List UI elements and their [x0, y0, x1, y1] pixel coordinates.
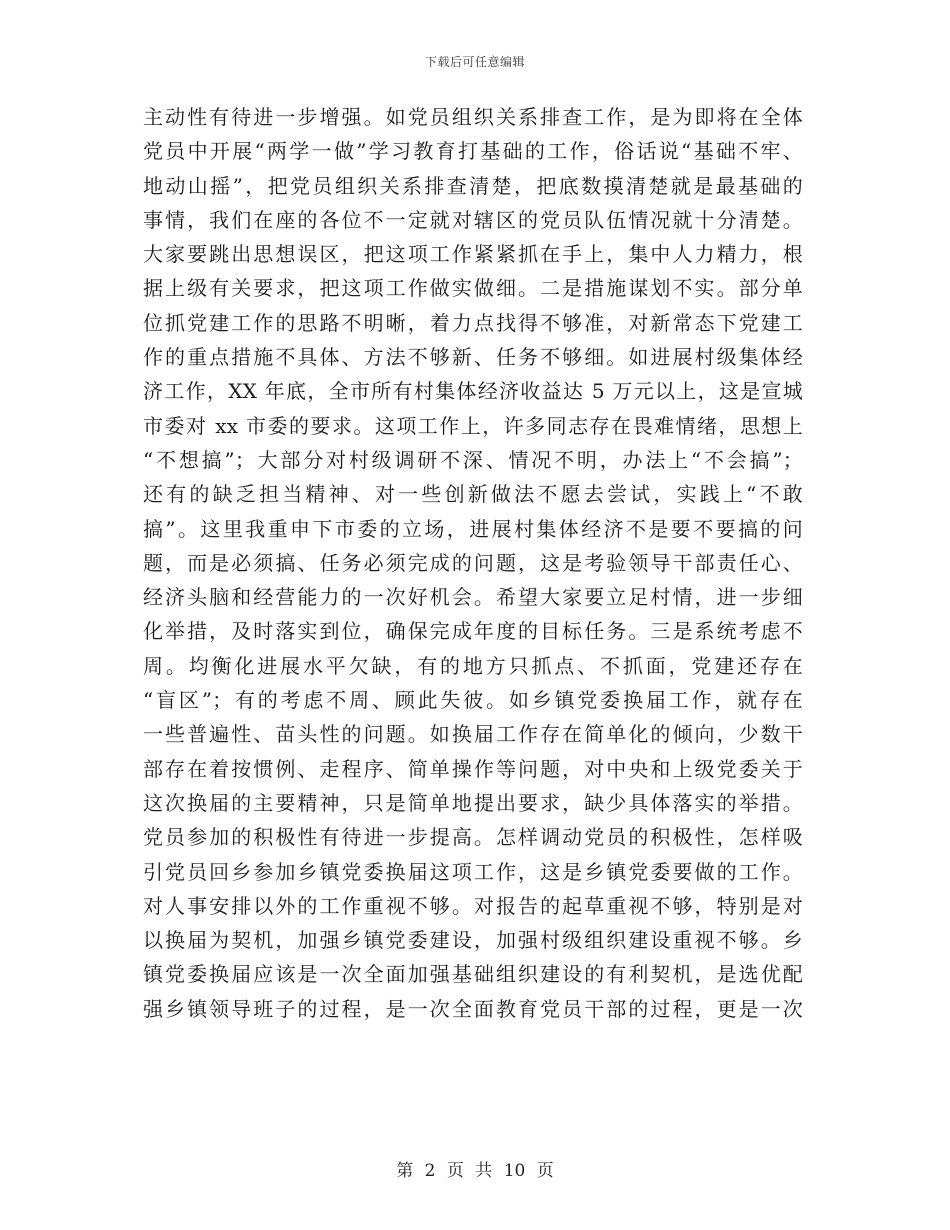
- text-line: 党员参加的积极性有待进一步提高。怎样调动党员的积极性，怎样吸: [143, 825, 803, 850]
- text-line: 市委对 xx 市委的要求。这项工作上，许多同志存在畏难情绪，思想上: [143, 413, 803, 438]
- text-line: 位抓党建工作的思路不明晰，着力点找得不够准，对新常态下党建工: [143, 310, 803, 335]
- text-line: 引党员回乡参加乡镇党委换届这项工作，这是乡镇党委要做的工作。: [143, 859, 803, 884]
- text-line: “盲区”；有的考虑不周、顾此失彼。如乡镇党委换届工作，就存在: [143, 688, 803, 713]
- text-line: 部存在着按惯例、走程序、简单操作等问题，对中央和上级党委关于: [143, 756, 803, 781]
- text-line: 以换届为契机，加强乡镇党委建设，加强村级组织建设重视不够。乡: [143, 928, 803, 953]
- text-line: 据上级有关要求，把这项工作做实做细。二是措施谋划不实。部分单: [143, 276, 803, 301]
- text-line: 周。均衡化进展水平欠缺，有的地方只抓点、不抓面，党建还存在: [143, 653, 803, 678]
- text-line: 事情，我们在座的各位不一定就对辖区的党员队伍情况就十分清楚。: [143, 207, 803, 232]
- text-line: 主动性有待进一步增强。如党员组织关系排查工作，是为即将在全体: [143, 105, 803, 129]
- text-line: 大家要跳出思想误区，把这项工作紧紧抓在手上，集中人力精力，根: [143, 242, 803, 267]
- text-line: 搞”。这里我重申下市委的立场，进展村集体经济不是要不要搞的问: [143, 516, 803, 541]
- text-line: “不想搞”；大部分对村级调研不深、情况不明，办法上“不会搞”；: [143, 447, 803, 472]
- page-footer: 第 2 页 共 10 页: [396, 1161, 554, 1181]
- text-line: 地动山摇”，把党员组织关系排查清楚，把底数摸清楚就是最基础的: [143, 173, 803, 198]
- text-line: 题，而是必须搞、任务必须完成的问题，这是考验领导干部责任心、: [143, 550, 803, 575]
- text-line: 这次换届的主要精神，只是简单地提出要求，缺少具体落实的举措。: [143, 790, 803, 815]
- text-line: 作的重点措施不具体、方法不够新、任务不够细。如进展村级集体经: [143, 345, 803, 370]
- text-line: 强乡镇领导班子的过程，是一次全面教育党员干部的过程，更是一次: [143, 996, 803, 1021]
- text-line: 还有的缺乏担当精神、对一些创新做法不愿去尝试，实践上“不敢: [143, 482, 803, 507]
- text-line: 一些普遍性、苗头性的问题。如换届工作存在简单化的倾向，少数干: [143, 722, 803, 747]
- page-header: 下载后可任意编辑: [424, 55, 525, 69]
- text-line: 经济头脑和经营能力的一次好机会。希望大家要立足村情，进一步细: [143, 585, 803, 610]
- text-line: 党员中开展“两学一做”学习教育打基础的工作，俗话说“基础不牢、: [143, 139, 803, 164]
- text-line: 化举措，及时落实到位，确保完成年度的目标任务。三是系统考虑不: [143, 619, 803, 644]
- text-line: 对人事安排以外的工作重视不够。对报告的起草重视不够，特别是对: [143, 893, 803, 918]
- body-text: [143, 100, 803, 1026]
- text-line: 镇党委换届应该是一次全面加强基础组织建设的有利契机，是选优配: [143, 962, 803, 987]
- text-line: 济工作，XX 年底，全市所有村集体经济收益达 5 万元以上，这是宣城: [143, 379, 803, 404]
